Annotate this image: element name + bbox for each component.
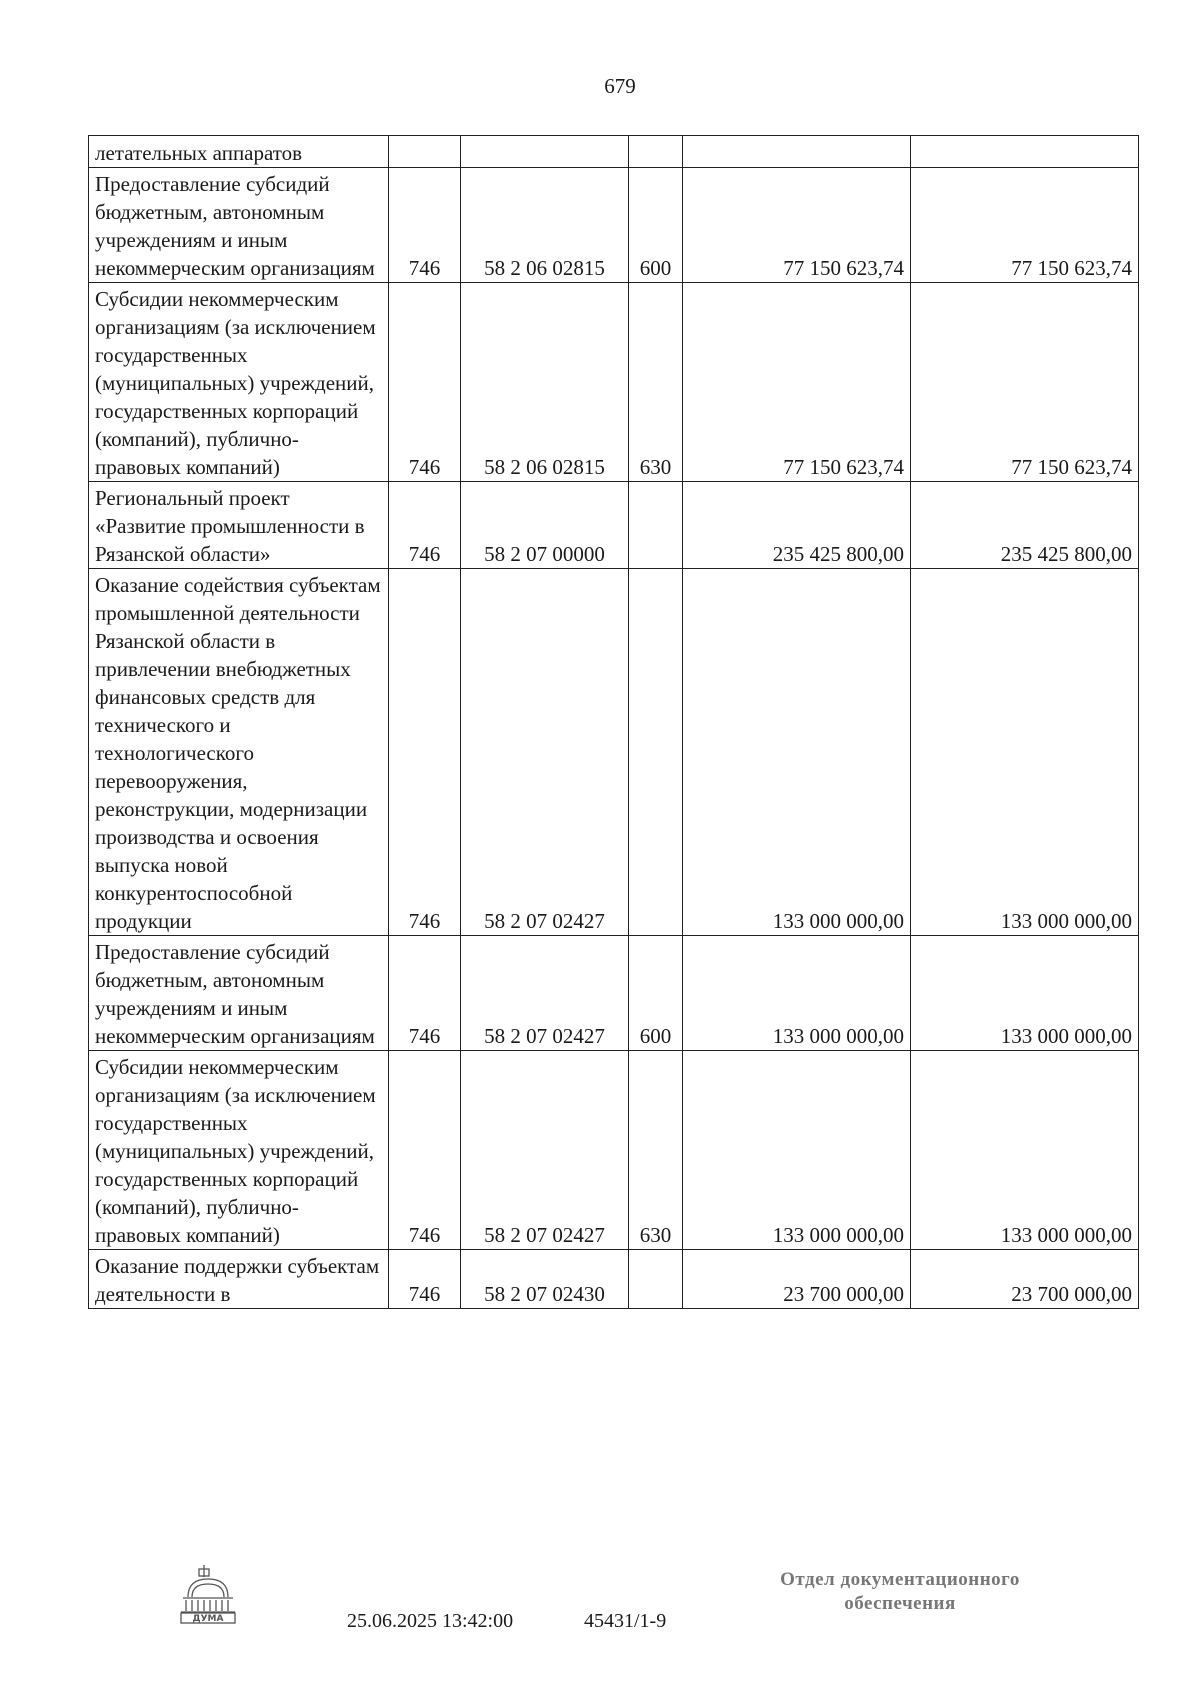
row-code: 746 (389, 569, 461, 936)
row-csr (461, 136, 629, 168)
registration-timestamp: 25.06.2025 13:42:00 (347, 1610, 514, 1632)
row-vr: 600 (629, 168, 683, 283)
table-row (89, 936, 1139, 1051)
row-code (389, 136, 461, 168)
table-row (89, 168, 1139, 283)
row-code: 746 (389, 1051, 461, 1250)
row-code: 746 (389, 1250, 461, 1309)
row-amount-1: 133 000 000,00 (683, 569, 911, 936)
row-vr (629, 569, 683, 936)
row-amount-2: 133 000 000,00 (911, 569, 1139, 936)
row-code: 746 (389, 283, 461, 482)
table-row (89, 283, 1139, 482)
row-csr: 58 2 07 00000 (461, 482, 629, 569)
row-amount-1: 133 000 000,00 (683, 1051, 911, 1250)
row-vr (629, 1250, 683, 1309)
row-amount-2: 235 425 800,00 (911, 482, 1139, 569)
row-amount-2: 77 150 623,74 (911, 283, 1139, 482)
row-code: 746 (389, 482, 461, 569)
budget-table (88, 135, 1139, 1309)
table-row (89, 136, 1139, 168)
row-amount-2 (911, 136, 1139, 168)
row-csr: 58 2 07 02427 (461, 1051, 629, 1250)
row-code: 746 (389, 936, 461, 1051)
document-number: 45431/1-9 (584, 1610, 667, 1632)
row-amount-2: 77 150 623,74 (911, 168, 1139, 283)
row-csr: 58 2 06 02815 (461, 283, 629, 482)
row-name: летательных аппаратов (89, 136, 389, 168)
duma-seal-icon (178, 1563, 238, 1625)
row-csr: 58 2 07 02427 (461, 936, 629, 1051)
row-csr: 58 2 07 02427 (461, 569, 629, 936)
row-name: Региональный проект «Развитие промышленности в Рязанской области» (89, 482, 389, 569)
row-amount-1: 77 150 623,74 (683, 283, 911, 482)
row-amount-2: 133 000 000,00 (911, 936, 1139, 1051)
table-row (89, 1250, 1139, 1309)
page-number: 679 (604, 74, 636, 98)
row-vr (629, 136, 683, 168)
row-csr: 58 2 06 02815 (461, 168, 629, 283)
row-name: Оказание поддержки субъектам деятельности в (89, 1250, 389, 1309)
table-row (89, 569, 1139, 936)
row-amount-1: 235 425 800,00 (683, 482, 911, 569)
row-code: 746 (389, 168, 461, 283)
row-amount-2: 23 700 000,00 (911, 1250, 1139, 1309)
row-name: Предоставление субсидий бюджетным, автономным учреждениям и иным некоммерческим организациям (89, 168, 389, 283)
row-amount-2: 133 000 000,00 (911, 1051, 1139, 1250)
svg-text:ДУМА: ДУМА (192, 1614, 224, 1624)
department-stamp: Отдел документационного обеспечения (780, 1569, 1020, 1614)
row-name: Предоставление субсидий бюджетным, автономным учреждениям и иным некоммерческим организациям (89, 936, 389, 1051)
row-amount-1 (683, 136, 911, 168)
row-vr: 630 (629, 283, 683, 482)
row-name: Субсидии некоммерческим организациям (за исключением государственных (муниципальных) учреждений, государственных корпораций (компаний), публично-правовых компаний) (89, 283, 389, 482)
row-amount-1: 77 150 623,74 (683, 168, 911, 283)
row-amount-1: 133 000 000,00 (683, 936, 911, 1051)
row-amount-1: 23 700 000,00 (683, 1250, 911, 1309)
row-vr: 630 (629, 1051, 683, 1250)
table-row (89, 482, 1139, 569)
row-name: Субсидии некоммерческим организациям (за исключением государственных (муниципальных) учреждений, государственных корпораций (компаний), публично-правовых компаний) (89, 1051, 389, 1250)
row-name: Оказание содействия субъектам промышленной деятельности Рязанской области в привлечении внебюджетных финансовых средств для технического и технологического перевооружения, реконструкции, модернизации производства и освоения выпуска новой конкурентоспособной продукции (89, 569, 389, 936)
row-csr: 58 2 07 02430 (461, 1250, 629, 1309)
table-row (89, 1051, 1139, 1250)
row-vr (629, 482, 683, 569)
row-vr: 600 (629, 936, 683, 1051)
